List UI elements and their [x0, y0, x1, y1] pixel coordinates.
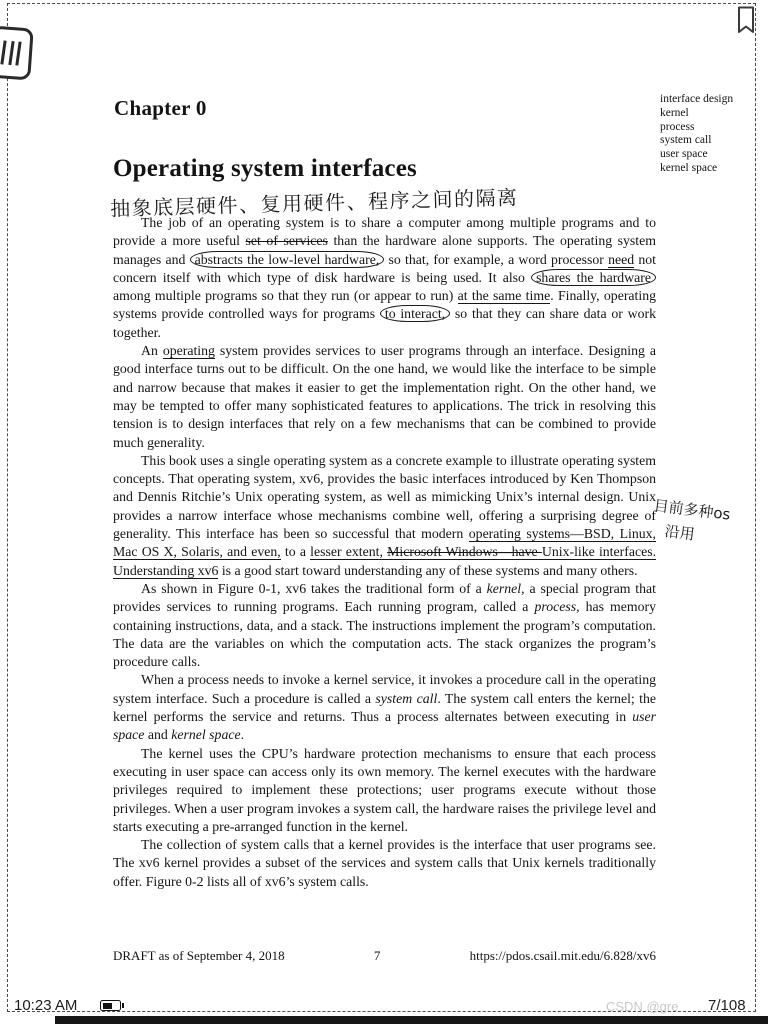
page-footer — [113, 948, 656, 964]
text-segment: The collection of system calls that a kernel provides is the interface that user programs see. The xv6 kernel provides a subset of the services and system calls that Unix kernels traditionally offer. Figure 0-2 lists all of xv6’s system calls. — [113, 837, 656, 889]
status-bar — [0, 997, 768, 1017]
text-segment: , a special program that provides services to running programs. Each running program, called a — [113, 580, 656, 615]
text-segment: kernel space — [171, 727, 241, 743]
text-segment: not concern itself with which type of disk hardware is being used. It also — [113, 251, 656, 285]
text-segment: An — [141, 343, 163, 359]
paragraph — [113, 214, 656, 342]
text-segment: at the same time — [457, 288, 551, 304]
text-segment: . The system call enters the kernel; the kernel performs the service and returns. Thus a process alternates between executing in — [113, 690, 657, 725]
text-segment: than the hardware alone supports. The operating system manages and — [113, 233, 656, 267]
text-segment: As shown in Figure 0-1, xv6 takes the traditional form of a — [141, 580, 487, 596]
sidebar-handle-icon[interactable] — [0, 26, 34, 81]
text-segment: to interact, — [380, 305, 450, 322]
margin-term: user space — [660, 148, 708, 161]
watermark: CSDN @gre — [606, 999, 679, 1014]
paragraph — [113, 836, 656, 891]
clock: 10:23 AM — [14, 997, 78, 1014]
text-segment: user space — [113, 709, 656, 743]
text-segment: operating systems—BSD, Linux, Mac OS X, Solaris, and even, — [113, 526, 657, 560]
text-segment: lesser extent, — [310, 544, 388, 560]
text-segment: so that they can share data or work together. — [113, 306, 656, 340]
margin-term: process — [660, 120, 695, 133]
text-segment: kernel — [486, 580, 522, 596]
paragraph — [113, 580, 656, 671]
text-segment: operating — [162, 343, 215, 359]
margin-term: kernel — [660, 106, 689, 119]
text-segment: When a process needs to invoke a kernel service, it invokes a procedure call in the operating system interface. Such a procedure is called a — [113, 672, 656, 706]
text-segment: The job of an operating system is to share a computer among multiple programs and to provide a more useful — [113, 215, 656, 249]
bottom-strip — [55, 1016, 768, 1024]
battery-icon — [100, 1000, 121, 1011]
text-segment: This book uses a single operating system as a concrete example to illustrate operating system concepts. That operating system, xv6, provides the basic interfaces introduced by Ken Thompson and Dennis Ritchie’s Unix operating system, as well as mimicking Unix’s internal design. Unix provides a narrow interface whose mechanisms combine well, offering a surprising degree of generality. This interface has been so successful that modern — [113, 452, 656, 542]
text-segment: system provides services to user programs through an interface. Designing a good interface turns out to be difficult. On the one hand, we would like the interface to be simple and narrow because that makes it easier to get the implementation right. On the other hand, we may be tempted to offer many sophisticated features to applications. The trick in resolving this tension is to design interfaces that rely on a few mechanisms that can be combined to provide much generality. — [113, 343, 657, 450]
text-segment: Unix-like interfaces. — [541, 544, 657, 560]
text-segment: Understanding xv6 — [113, 562, 219, 578]
page-number: 7 — [373, 948, 381, 963]
margin-term: system call — [660, 134, 712, 147]
text-segment: set of services — [245, 233, 328, 249]
grip-bar — [8, 41, 14, 65]
draft-note: DRAFT as of September 4, 2018 — [113, 948, 285, 963]
text-segment: . Finally, operating systems provide controlled ways for programs — [113, 288, 656, 322]
battery-nub — [122, 1003, 125, 1008]
text-segment: abstracts the low-level hardware, — [190, 251, 385, 268]
text-segment: , has memory containing instructions, data, and a stack. The instructions implement the program’s computation. The data are the variables on which the computation acts. The stack organizes the program’s procedure calls. — [113, 599, 657, 670]
paragraph — [113, 745, 656, 836]
paragraph — [113, 342, 656, 452]
chapter-heading: Chapter 0 — [114, 96, 207, 120]
margin-term: kernel space — [660, 161, 718, 174]
text-segment: among multiple programs so that they run (or appear to run) — [113, 288, 458, 304]
margin-note-line: 沿用 — [663, 521, 696, 544]
paragraph — [113, 671, 656, 744]
text-segment: process — [534, 599, 577, 615]
text-segment: to a — [280, 544, 311, 560]
handwritten-annotation: 抽象底层硬件、复用硬件、程序之间的隔离 — [109, 185, 519, 221]
text-segment: system call — [375, 690, 438, 706]
grip-bar — [1, 40, 7, 64]
grip-bar — [16, 41, 22, 65]
handwritten-margin-note — [649, 493, 764, 554]
footer-url[interactable]: https://pdos.csail.mit.edu/6.828/xv6 — [469, 948, 656, 963]
text-segment: shares the hardware — [531, 269, 656, 286]
bookmark-icon[interactable] — [734, 5, 758, 35]
margin-terms — [660, 93, 764, 176]
text-segment: . — [240, 727, 245, 743]
page-title: Operating system interfaces — [113, 155, 417, 182]
body-text — [113, 214, 656, 891]
text-segment: need — [608, 251, 635, 267]
text-segment: and — [144, 727, 172, 743]
text-segment: so that, for example, a word processor — [384, 251, 609, 267]
battery-fill — [103, 1003, 112, 1009]
margin-term: interface design — [660, 93, 734, 105]
margin-note-line: 目前多种os — [652, 496, 732, 524]
page-indicator: 7/108 — [708, 997, 746, 1014]
text-segment: The kernel uses the CPU’s hardware protection mechanisms to ensure that each process executing in user space can access only its own memory. The kernel executes with the hardware privileges required to implement these protections; user programs execute without those privileges. When a user program invokes a system call, the hardware raises the privilege level and starts executing a pre-arranged function in the kernel. — [113, 745, 656, 834]
text-segment: is a good start toward understanding any of these systems and many others. — [218, 562, 638, 578]
paragraph — [113, 452, 656, 580]
text-segment: Microsoft Windows—have — [387, 544, 542, 560]
